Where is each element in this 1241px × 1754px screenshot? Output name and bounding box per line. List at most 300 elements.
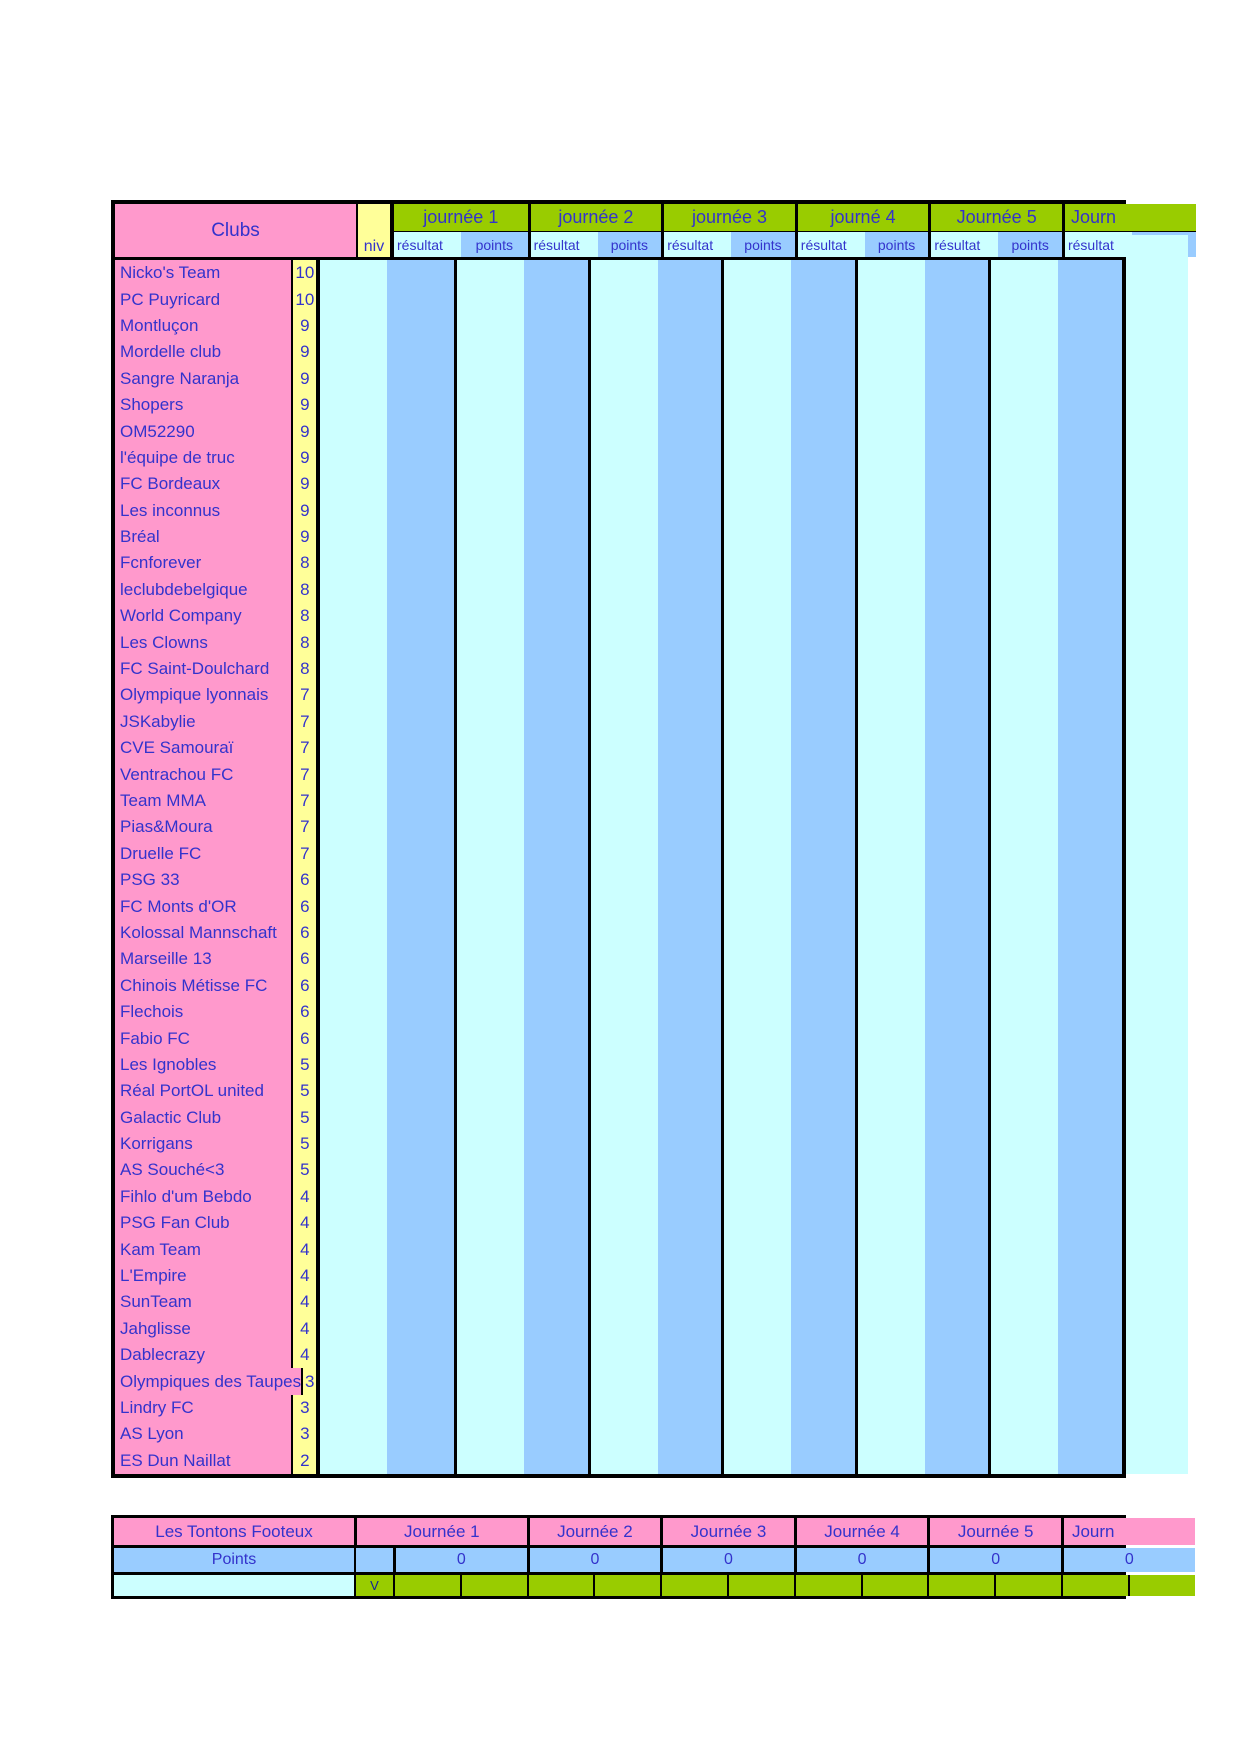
journee-cells bbox=[320, 999, 454, 1025]
club-name: Pias&Moura bbox=[115, 814, 291, 840]
journee-cells bbox=[588, 761, 722, 787]
resultat-cell bbox=[457, 788, 524, 814]
points-cell bbox=[925, 841, 989, 867]
points-cell bbox=[387, 1131, 454, 1157]
resultat-cell bbox=[724, 498, 791, 524]
resultat-cell bbox=[591, 1236, 658, 1262]
club-row bbox=[115, 603, 1122, 629]
journee-cells bbox=[320, 735, 454, 761]
journee-cells bbox=[855, 418, 989, 444]
resultat-cell bbox=[457, 603, 524, 629]
points-cell bbox=[658, 1105, 722, 1131]
journee-cells bbox=[454, 867, 588, 893]
resultat-cell bbox=[591, 1342, 658, 1368]
resultat-cell bbox=[724, 841, 791, 867]
resultat-cell bbox=[320, 524, 387, 550]
journee-cells bbox=[988, 1157, 1122, 1183]
points-cell bbox=[387, 1052, 454, 1078]
journee-cells bbox=[588, 1025, 722, 1051]
resultat-cell bbox=[457, 260, 524, 286]
points-cell bbox=[791, 498, 855, 524]
resultat-cell bbox=[457, 946, 524, 972]
journee-cells bbox=[454, 524, 588, 550]
journee-cells bbox=[320, 1157, 454, 1183]
v-row-cell bbox=[927, 1575, 994, 1596]
points-cell bbox=[658, 656, 722, 682]
journee-cells bbox=[454, 1210, 588, 1236]
points-cell bbox=[791, 946, 855, 972]
journee-cells bbox=[988, 656, 1122, 682]
journee-cells bbox=[721, 339, 855, 365]
journee-cells bbox=[855, 1395, 989, 1421]
resultat-cell bbox=[591, 1131, 658, 1157]
resultat-cell bbox=[991, 1157, 1058, 1183]
resultat-cell bbox=[858, 973, 925, 999]
journee-cells bbox=[988, 260, 1122, 286]
club-niv: 5 bbox=[291, 1078, 320, 1104]
points-cell bbox=[791, 1263, 855, 1289]
club-row bbox=[115, 1105, 1122, 1131]
v-row-cell bbox=[593, 1575, 660, 1596]
resultat-cell bbox=[724, 313, 791, 339]
journee-subheader bbox=[394, 231, 528, 257]
summary-empty-cell bbox=[114, 1575, 354, 1596]
journee-cells bbox=[721, 445, 855, 471]
journee-cells bbox=[721, 366, 855, 392]
points-cell bbox=[658, 1395, 722, 1421]
journee-cells bbox=[588, 1078, 722, 1104]
journee-cells bbox=[721, 1078, 855, 1104]
points-cell bbox=[1058, 1342, 1122, 1368]
resultat-cell bbox=[724, 735, 791, 761]
journee-cells bbox=[721, 471, 855, 497]
journee-cells bbox=[588, 1052, 722, 1078]
resultat-cell bbox=[320, 498, 387, 524]
journee-cells bbox=[721, 893, 855, 919]
summary-points-value: 0 bbox=[927, 1548, 1061, 1572]
journee-cells bbox=[855, 1448, 989, 1474]
journee-cells bbox=[721, 286, 855, 312]
journee-cells bbox=[454, 788, 588, 814]
journee-cells bbox=[320, 498, 454, 524]
resultat-cell bbox=[320, 1157, 387, 1183]
resultat-cell bbox=[724, 814, 791, 840]
resultat-cell bbox=[724, 946, 791, 972]
resultat-cell bbox=[991, 946, 1058, 972]
resultat-cell bbox=[991, 366, 1058, 392]
club-row bbox=[115, 339, 1122, 365]
points-cell bbox=[1058, 735, 1122, 761]
resultat-cell bbox=[858, 682, 925, 708]
points-cell bbox=[1058, 471, 1122, 497]
points-cell bbox=[524, 366, 588, 392]
resultat-cell bbox=[724, 973, 791, 999]
points-cell bbox=[791, 286, 855, 312]
resultat-cell bbox=[991, 498, 1058, 524]
points-cell bbox=[925, 1025, 989, 1051]
points-cell bbox=[925, 973, 989, 999]
club-niv: 5 bbox=[291, 1131, 320, 1157]
resultat-cell bbox=[858, 920, 925, 946]
club-niv: 3 bbox=[291, 1421, 320, 1447]
resultat-cell bbox=[591, 1078, 658, 1104]
club-niv: 4 bbox=[291, 1316, 320, 1342]
points-subheader: points bbox=[461, 232, 528, 257]
resultat-cell bbox=[457, 1342, 524, 1368]
points-cell bbox=[791, 313, 855, 339]
club-name: AS Souché<3 bbox=[115, 1157, 291, 1183]
journee-cells bbox=[721, 524, 855, 550]
journee-cells bbox=[588, 1421, 722, 1447]
points-cell bbox=[524, 893, 588, 919]
journee-cells bbox=[454, 920, 588, 946]
journee-group-label: Journ bbox=[1065, 204, 1196, 231]
points-cell bbox=[658, 471, 722, 497]
club-niv: 7 bbox=[291, 841, 320, 867]
resultat-cell bbox=[724, 867, 791, 893]
resultat-cell bbox=[724, 1316, 791, 1342]
club-niv: 4 bbox=[291, 1263, 320, 1289]
resultat-cell bbox=[320, 1316, 387, 1342]
points-cell bbox=[658, 761, 722, 787]
club-name: Les Ignobles bbox=[115, 1052, 291, 1078]
resultat-cell bbox=[724, 1342, 791, 1368]
resultat-cell bbox=[320, 603, 387, 629]
points-subheader: points bbox=[598, 232, 662, 257]
resultat-cell bbox=[991, 682, 1058, 708]
club-name: Les Clowns bbox=[115, 629, 291, 655]
journee-cells bbox=[454, 498, 588, 524]
points-cell bbox=[658, 946, 722, 972]
points-cell bbox=[387, 1236, 454, 1262]
summary-journee-headers bbox=[354, 1518, 1195, 1545]
club-row bbox=[115, 867, 1122, 893]
points-cell bbox=[658, 920, 722, 946]
points-cell bbox=[1058, 1421, 1122, 1447]
points-cell bbox=[658, 1210, 722, 1236]
points-cell bbox=[658, 260, 722, 286]
resultat-cell bbox=[320, 973, 387, 999]
club-niv: 6 bbox=[291, 1025, 320, 1051]
journee-cells bbox=[454, 366, 588, 392]
club-name: Fabio FC bbox=[115, 1025, 291, 1051]
journee-cells bbox=[988, 498, 1122, 524]
journee-cells bbox=[855, 1316, 989, 1342]
points-cell bbox=[925, 920, 989, 946]
journee-cells bbox=[988, 1052, 1122, 1078]
journee-cells bbox=[988, 1184, 1122, 1210]
journee-cells bbox=[988, 735, 1122, 761]
points-cell bbox=[791, 1052, 855, 1078]
points-cell bbox=[658, 973, 722, 999]
club-name: Bréal bbox=[115, 524, 291, 550]
resultat-cell bbox=[858, 1078, 925, 1104]
resultat-cell bbox=[991, 524, 1058, 550]
resultat-cell bbox=[457, 1448, 524, 1474]
points-cell bbox=[524, 524, 588, 550]
points-cell bbox=[1058, 418, 1122, 444]
resultat-cell bbox=[320, 629, 387, 655]
journee-cells bbox=[588, 1316, 722, 1342]
resultat-cell bbox=[591, 1316, 658, 1342]
points-cell bbox=[387, 682, 454, 708]
journee-cells bbox=[588, 999, 722, 1025]
points-cell bbox=[524, 1263, 588, 1289]
club-niv: 5 bbox=[291, 1105, 320, 1131]
journee-cells bbox=[988, 1025, 1122, 1051]
points-cell bbox=[387, 709, 454, 735]
club-row bbox=[115, 761, 1122, 787]
club-niv: 9 bbox=[291, 418, 320, 444]
journee-cells bbox=[988, 603, 1122, 629]
points-cell bbox=[925, 709, 989, 735]
journee-cells bbox=[721, 1210, 855, 1236]
points-cell bbox=[1058, 656, 1122, 682]
journee-cells bbox=[320, 761, 454, 787]
club-niv: 5 bbox=[291, 1157, 320, 1183]
club-niv: 9 bbox=[291, 445, 320, 471]
resultat-subheader: résultat bbox=[1065, 232, 1132, 257]
journee-cells bbox=[855, 1184, 989, 1210]
points-cell bbox=[524, 1368, 588, 1394]
points-cell bbox=[925, 339, 989, 365]
points-cell bbox=[524, 603, 588, 629]
points-cell bbox=[387, 471, 454, 497]
club-name: Kolossal Mannschaft bbox=[115, 920, 291, 946]
journee-cells bbox=[320, 656, 454, 682]
resultat-cell bbox=[457, 1289, 524, 1315]
points-cell bbox=[1058, 973, 1122, 999]
points-cell bbox=[387, 1421, 454, 1447]
points-cell bbox=[791, 1105, 855, 1131]
points-cell bbox=[1058, 1263, 1122, 1289]
resultat-cell bbox=[591, 867, 658, 893]
points-cell bbox=[387, 1368, 454, 1394]
journee-cells bbox=[855, 1289, 989, 1315]
resultat-cell bbox=[724, 603, 791, 629]
journee-cells bbox=[721, 260, 855, 286]
journee-cells bbox=[721, 603, 855, 629]
resultat-cell bbox=[591, 814, 658, 840]
points-cell bbox=[791, 709, 855, 735]
journee-cells bbox=[855, 1157, 989, 1183]
points-cell bbox=[658, 286, 722, 312]
journee-cells bbox=[988, 629, 1122, 655]
resultat-cell bbox=[858, 814, 925, 840]
resultat-cell bbox=[320, 1105, 387, 1131]
resultat-cell bbox=[991, 577, 1058, 603]
points-cell bbox=[1058, 814, 1122, 840]
journee-cells bbox=[588, 286, 722, 312]
points-cell bbox=[658, 814, 722, 840]
summary-header-row bbox=[114, 1518, 1123, 1548]
resultat-cell bbox=[858, 550, 925, 576]
summary-journee-label: Journée 4 bbox=[794, 1518, 928, 1545]
points-cell bbox=[925, 814, 989, 840]
points-cell bbox=[658, 366, 722, 392]
resultat-cell bbox=[320, 814, 387, 840]
points-cell bbox=[925, 445, 989, 471]
points-cell bbox=[387, 1210, 454, 1236]
points-cell bbox=[925, 1052, 989, 1078]
points-cell bbox=[387, 1025, 454, 1051]
resultat-cell bbox=[457, 366, 524, 392]
summary-points-row bbox=[114, 1548, 1134, 1575]
points-cell bbox=[791, 366, 855, 392]
resultat-cell bbox=[858, 1184, 925, 1210]
journee-cells bbox=[721, 1316, 855, 1342]
resultat-cell bbox=[991, 973, 1058, 999]
points-cell bbox=[658, 709, 722, 735]
resultat-cell bbox=[724, 1289, 791, 1315]
resultat-cell bbox=[320, 1131, 387, 1157]
points-cell bbox=[925, 682, 989, 708]
resultat-cell bbox=[858, 339, 925, 365]
points-cell bbox=[658, 999, 722, 1025]
journee-cells bbox=[721, 1025, 855, 1051]
resultat-cell bbox=[858, 1342, 925, 1368]
journee-cells bbox=[855, 603, 989, 629]
club-row bbox=[115, 1421, 1122, 1447]
points-cell bbox=[791, 867, 855, 893]
v-row-cell bbox=[861, 1575, 928, 1596]
points-cell bbox=[524, 629, 588, 655]
resultat-cell bbox=[320, 1448, 387, 1474]
niv-column-header: niv bbox=[356, 204, 394, 257]
points-cell bbox=[791, 761, 855, 787]
club-niv: 8 bbox=[291, 629, 320, 655]
journee-cells bbox=[855, 1368, 989, 1394]
journee-cells bbox=[320, 1184, 454, 1210]
points-cell bbox=[925, 629, 989, 655]
journee-cells bbox=[454, 1316, 588, 1342]
club-niv: 6 bbox=[291, 999, 320, 1025]
resultat-cell bbox=[591, 656, 658, 682]
points-cell bbox=[658, 841, 722, 867]
journee-cells bbox=[588, 1105, 722, 1131]
journee-cells bbox=[454, 286, 588, 312]
resultat-cell bbox=[991, 1368, 1058, 1394]
points-cell bbox=[1058, 1157, 1122, 1183]
journee-cells bbox=[988, 286, 1122, 312]
journee-cells bbox=[588, 260, 722, 286]
points-cell bbox=[524, 656, 588, 682]
points-cell bbox=[791, 1448, 855, 1474]
resultat-cell bbox=[457, 1078, 524, 1104]
resultat-cell bbox=[320, 920, 387, 946]
resultat-cell bbox=[858, 1263, 925, 1289]
resultat-cell bbox=[591, 1184, 658, 1210]
club-name: FC Saint-Doulchard bbox=[115, 656, 291, 682]
journee-cells bbox=[855, 1210, 989, 1236]
journee-cells bbox=[988, 682, 1122, 708]
journee-cells bbox=[320, 629, 454, 655]
journee-cells bbox=[721, 946, 855, 972]
journee-cells bbox=[855, 339, 989, 365]
points-cell bbox=[387, 524, 454, 550]
journee-cells bbox=[588, 550, 722, 576]
resultat-cell bbox=[457, 1368, 524, 1394]
points-cell bbox=[1058, 498, 1122, 524]
journee-cells bbox=[454, 1131, 588, 1157]
resultat-cell bbox=[724, 524, 791, 550]
club-name: Sangre Naranja bbox=[115, 366, 291, 392]
points-cell bbox=[658, 603, 722, 629]
club-row bbox=[115, 1078, 1122, 1104]
club-niv: 7 bbox=[291, 709, 320, 735]
journee-group-label: journé 4 bbox=[798, 204, 929, 231]
points-cell bbox=[791, 471, 855, 497]
summary-points-label: Points bbox=[114, 1548, 354, 1572]
points-subheader: points bbox=[865, 232, 929, 257]
journee-cells bbox=[320, 841, 454, 867]
club-niv: 6 bbox=[291, 946, 320, 972]
points-cell bbox=[925, 1342, 989, 1368]
club-row bbox=[115, 445, 1122, 471]
club-niv: 8 bbox=[291, 656, 320, 682]
journee-cells bbox=[988, 1105, 1122, 1131]
club-row bbox=[115, 1263, 1122, 1289]
resultat-cell bbox=[991, 1342, 1058, 1368]
journee-cells bbox=[988, 418, 1122, 444]
resultat-cell bbox=[991, 1316, 1058, 1342]
resultat-cell bbox=[724, 1421, 791, 1447]
summary-v-row bbox=[114, 1575, 1123, 1596]
points-cell bbox=[387, 366, 454, 392]
resultat-cell bbox=[320, 577, 387, 603]
resultat-cell bbox=[991, 471, 1058, 497]
journee-subheader bbox=[531, 231, 662, 257]
journee-cells bbox=[855, 260, 989, 286]
points-cell bbox=[925, 1395, 989, 1421]
points-cell bbox=[791, 445, 855, 471]
resultat-cell bbox=[591, 893, 658, 919]
journee-cells bbox=[721, 1263, 855, 1289]
points-cell bbox=[658, 1236, 722, 1262]
points-cell bbox=[658, 524, 722, 550]
points-cell bbox=[791, 788, 855, 814]
journee-cells bbox=[588, 1236, 722, 1262]
club-row bbox=[115, 286, 1122, 312]
points-cell bbox=[791, 339, 855, 365]
journee-cells bbox=[988, 1263, 1122, 1289]
journee-cells bbox=[454, 1052, 588, 1078]
resultat-cell bbox=[591, 1157, 658, 1183]
resultat-cell bbox=[858, 392, 925, 418]
club-niv: 10 bbox=[291, 286, 320, 312]
points-cell bbox=[524, 973, 588, 999]
journee-cells bbox=[320, 1289, 454, 1315]
resultat-cell bbox=[320, 893, 387, 919]
journee-cells bbox=[721, 814, 855, 840]
journee-cells bbox=[988, 946, 1122, 972]
journee6-header-overflow bbox=[1126, 204, 1188, 231]
points-cell bbox=[524, 1078, 588, 1104]
journee-cells bbox=[320, 577, 454, 603]
club-name: ES Dun Naillat bbox=[115, 1448, 291, 1474]
journee-cells bbox=[988, 1316, 1122, 1342]
journee-cells bbox=[721, 1157, 855, 1183]
journee-cells bbox=[320, 445, 454, 471]
resultat-cell bbox=[991, 761, 1058, 787]
points-cell bbox=[791, 1184, 855, 1210]
resultat-cell bbox=[724, 629, 791, 655]
journee-cells bbox=[454, 629, 588, 655]
journee-header-groups bbox=[394, 204, 1196, 257]
points-cell bbox=[387, 577, 454, 603]
resultat-cell bbox=[320, 392, 387, 418]
journee-group-label: journée 3 bbox=[664, 204, 795, 231]
